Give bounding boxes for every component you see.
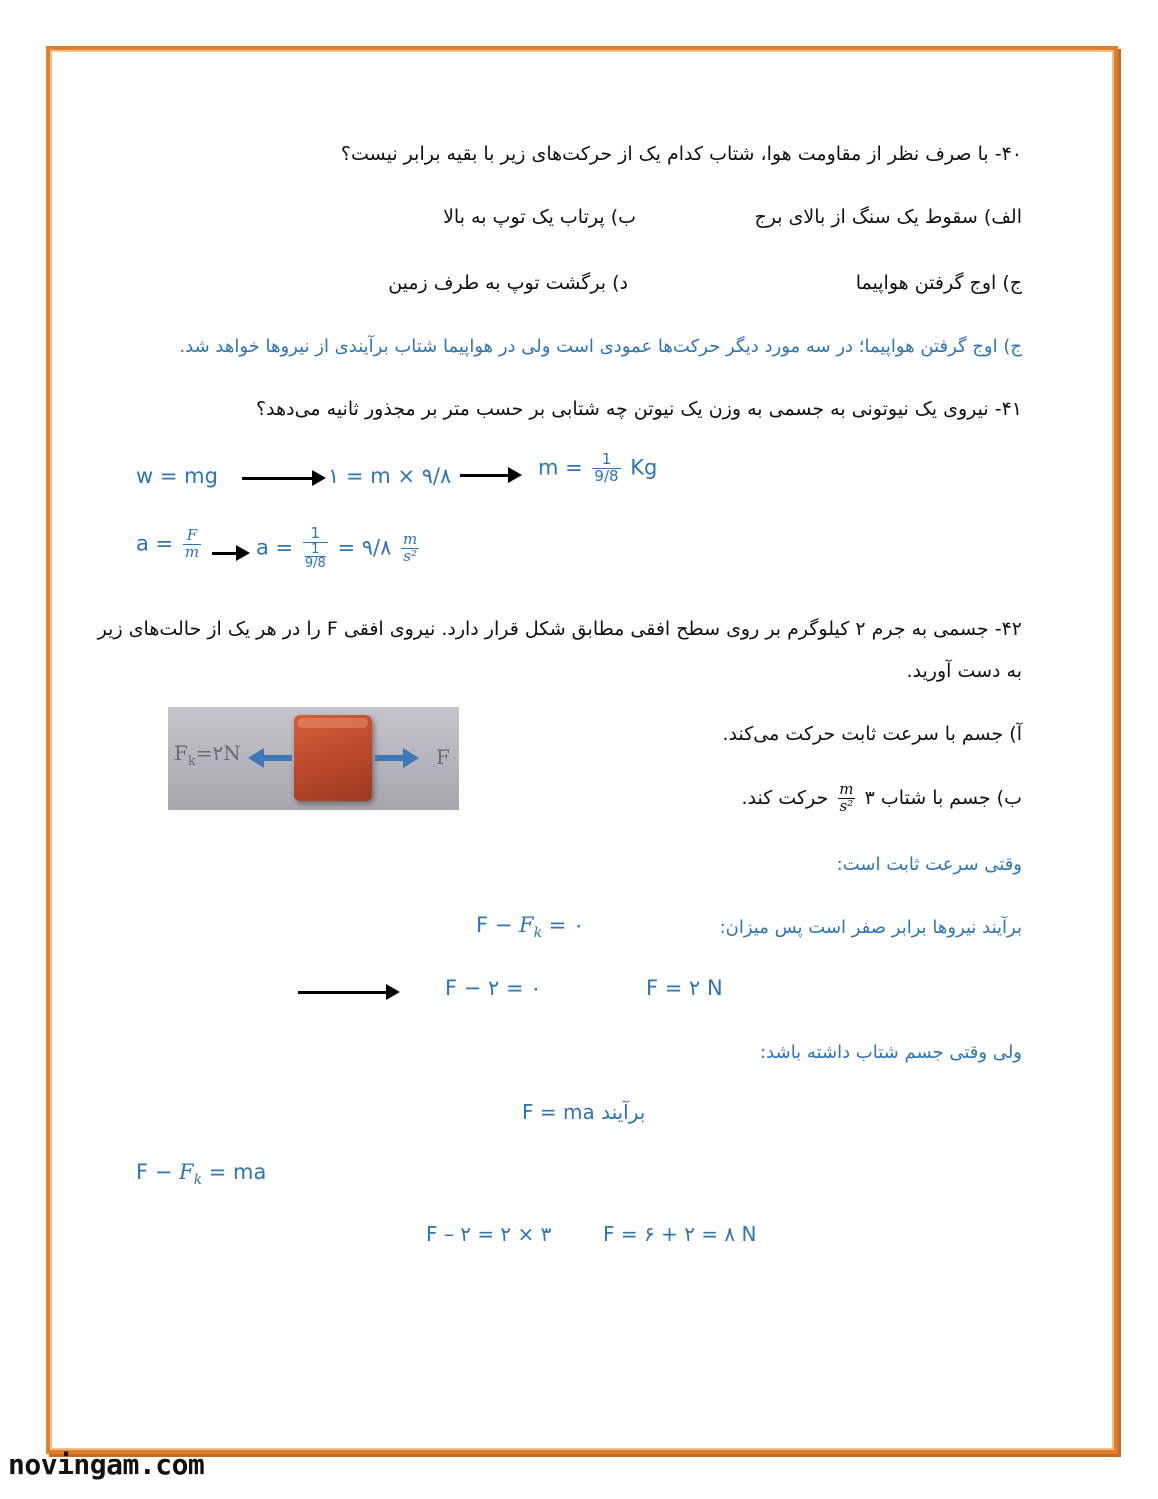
fraction-denominator <box>303 542 328 571</box>
arrow-icon <box>212 552 246 555</box>
q41-eq-accel-def <box>136 528 204 561</box>
q42-question-line1: ۴۲- جسمی به جرم ۲ کیلوگرم بر روی سطح افقی مطابق شکل قرار دارد. نیروی افقی F را در هر یک از حالت‌های زیر <box>97 618 1022 640</box>
fraction-numerator: 1 <box>601 450 612 468</box>
applied-force-label: F <box>436 745 450 769</box>
q41-eq-mass-result <box>538 452 657 485</box>
q40-option-b: ب) پرتاب یک توپ به بالا <box>443 206 636 228</box>
q41-eq-mass-product: ۱ = m × ۹/۸ <box>328 464 452 488</box>
friction-arrow-icon <box>262 755 292 761</box>
unit-denominator: s² <box>403 547 417 566</box>
eq-rest: = ۰ <box>542 913 585 937</box>
inner-denominator: 9/8 <box>304 556 326 572</box>
eq-f: F − <box>136 1160 173 1184</box>
fraction-numerator: 1 <box>310 524 321 542</box>
q42-case-a: آ) جسم با سرعت ثابت حرکت می‌کند. <box>722 723 1022 745</box>
q42-eq-final-force: F = ۶ + ۲ = ۸ N <box>603 1222 757 1246</box>
arrow-icon <box>242 477 322 480</box>
q41-mass-unit: Kg <box>630 455 658 480</box>
fk-subscript: k <box>187 754 196 769</box>
arrow-icon <box>460 474 518 477</box>
eq-f: F − <box>476 913 513 937</box>
q40-option-d: د) برگشت توپ به طرف زمین <box>388 272 628 294</box>
q41-accel-fraction <box>183 528 201 561</box>
fk-value: =۲N <box>195 741 241 765</box>
q41-accel-value: = ۹/۸ <box>337 535 392 560</box>
eq-fk: F <box>519 913 534 937</box>
q41-accel-result-lhs: a = <box>256 535 294 560</box>
q41-mass-fraction <box>592 452 620 485</box>
q42-eq-net-force <box>136 1160 266 1188</box>
force-arrow-icon <box>375 755 405 761</box>
q41-complex-fraction <box>303 526 328 571</box>
unit-numerator: m <box>403 530 418 549</box>
q40-option-a: الف) سقوط یک سنگ از بالای برج <box>754 206 1022 228</box>
q41-eq-accel-result <box>256 526 422 571</box>
q41-accel-lhs: a = <box>136 531 174 556</box>
arrow-icon <box>298 991 396 994</box>
q42-const-speed-text: برآیند نیروها برابر صفر است پس میزان: <box>719 917 1022 938</box>
block-force-figure <box>168 707 459 810</box>
q41-eq-mass-lhs: m = <box>538 455 583 480</box>
q42-const-speed-title: وقتی سرعت ثابت است: <box>836 854 1022 875</box>
unit-numerator: m <box>839 780 854 798</box>
fk-letter: F <box>174 741 188 765</box>
q40-answer: ج) اوج گرفتن هواپیما؛ در سه مورد دیگر حرکت‌ها عمودی است ولی در هواپیما شتاب برآیندی از نیروها خواهد شد. <box>179 336 1022 357</box>
site-watermark: novingam.com <box>8 1448 205 1481</box>
case-b-text-pre: ب) جسم با شتاب ۳ <box>864 786 1022 809</box>
case-b-text-post: حرکت کند. <box>741 786 829 809</box>
q41-eq-weight: w = mg <box>136 464 218 488</box>
q42-eq-f-minus-2: F − ۲ = ۰ <box>445 976 542 1000</box>
q42-eq-f-equals-2n: F = ۲ N <box>646 976 723 1000</box>
unit-denominator: s² <box>839 796 854 815</box>
case-b-unit <box>837 782 855 815</box>
eq-rest: = ma <box>202 1160 267 1184</box>
q42-const-speed-eq <box>476 913 584 941</box>
brick-block <box>294 715 372 801</box>
fraction-denominator: m <box>184 542 200 561</box>
fraction-numerator: F <box>186 526 198 544</box>
eq-fk-sub: k <box>193 1172 203 1189</box>
q42-question-line2: به دست آورید. <box>906 660 1022 682</box>
fraction-denominator: 9/8 <box>594 466 619 485</box>
q42-eq-newton-second-law: F = ma برآیند <box>522 1100 646 1124</box>
q40-option-c: ج) اوج گرفتن هواپیما <box>855 272 1022 294</box>
inner-numerator: 1 <box>311 541 320 557</box>
q40-question: ۴۰- با صرف نظر از مقاومت هوا، شتاب کدام یک از حرکت‌های زیر با بقیه برابر نیست؟ <box>340 143 1022 165</box>
friction-force-label <box>174 741 241 769</box>
q42-case-b <box>741 782 1022 815</box>
q42-eq-substitution: F – ۲ = ۲ × ۳ <box>426 1222 552 1246</box>
eq-fk-sub: k <box>533 925 543 942</box>
eq-fk: F <box>179 1160 194 1184</box>
q42-accel-title: ولی وقتی جسم شتاب داشته باشد: <box>760 1042 1022 1063</box>
q41-question: ۴۱- نیروی یک نیوتونی به جسمی به وزن یک نیوتن چه شتابی بر حسب متر بر مجذور ثانیه می‌دهد؟ <box>256 398 1022 420</box>
q41-accel-unit <box>401 532 419 565</box>
